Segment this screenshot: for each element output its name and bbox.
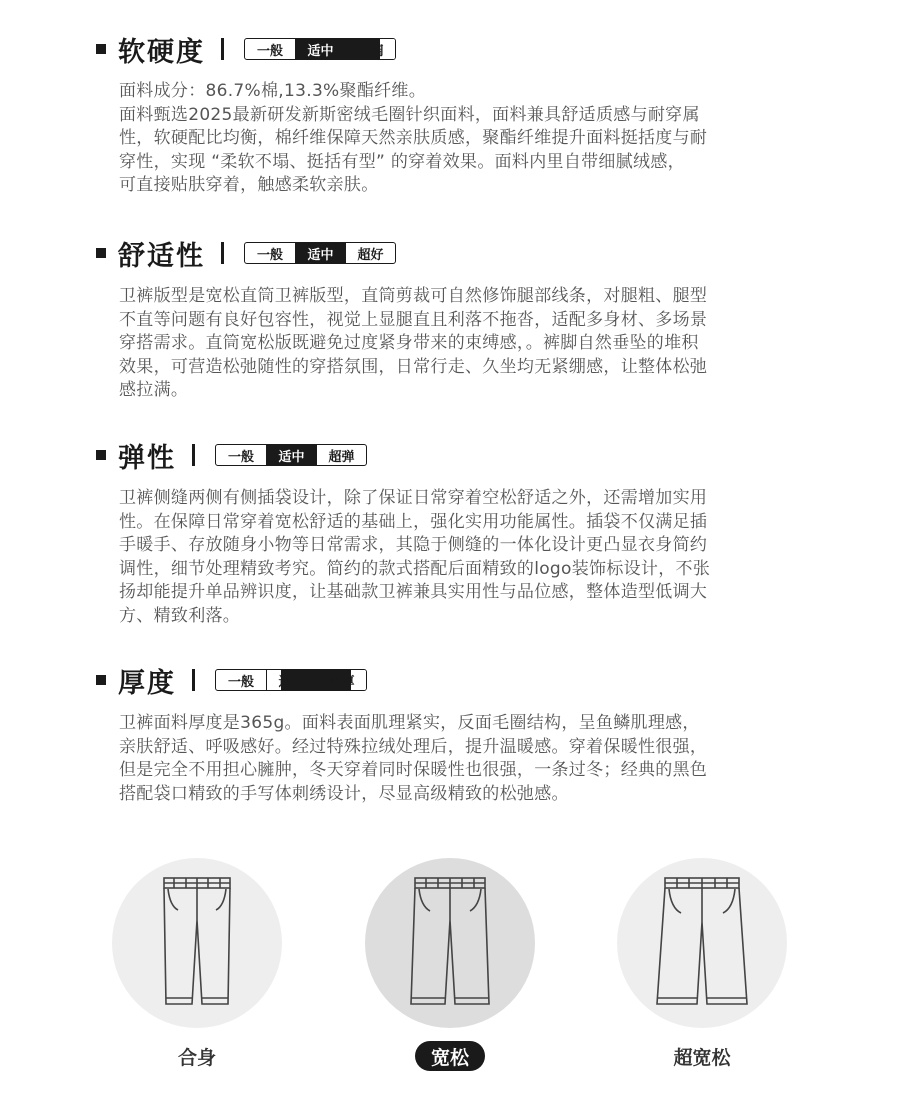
description-line: 调性，细节处理精致考究。简约的款式搭配后面精致的logo装饰标设计，不张 bbox=[119, 558, 711, 579]
scale-level-high: 超好 bbox=[345, 243, 395, 263]
fit-option-extra-loose[interactable] bbox=[617, 858, 787, 1028]
description-line: 面料甄选2025最新研发新斯密绒毛圈针织面料，面料兼具舒适质感与耐穿属 bbox=[119, 104, 700, 125]
section-title: 舒适性 bbox=[118, 240, 205, 272]
scale-level-mid: 适中 bbox=[295, 243, 345, 263]
rating-scale bbox=[215, 444, 367, 466]
rating-scale bbox=[215, 669, 367, 691]
section-description bbox=[119, 285, 809, 403]
description-line: 手暖手、存放随身小物等日常需求，其隐于侧缝的一体化设计更凸显衣身简约 bbox=[119, 535, 708, 556]
section-header bbox=[96, 236, 396, 270]
loose-pants-icon bbox=[365, 858, 535, 1028]
fit-label-extra-loose[interactable]: 超宽松 bbox=[673, 1046, 731, 1069]
divider-bar bbox=[221, 38, 224, 60]
section-title: 弹性 bbox=[118, 442, 176, 474]
description-line: 穿搭需求。直筒宽松版既避免过度紧身带来的束缚感，。裤脚自然垂坠的堆积 bbox=[119, 333, 699, 354]
description-line: 卫裤版型是宽松直筒卫裤版型，直筒剪裁可自然修饰腿部线条，对腿粗、腿型 bbox=[119, 286, 708, 306]
fit-label-slim[interactable]: 合身 bbox=[177, 1046, 216, 1069]
description-line: 感拉满。 bbox=[119, 380, 189, 401]
bullet-square bbox=[96, 450, 106, 460]
scale-level-low: 一般 bbox=[256, 247, 283, 263]
section-description bbox=[119, 712, 809, 806]
divider-bar bbox=[221, 242, 224, 264]
bullet-square bbox=[96, 248, 106, 258]
scale-level-mid: 适中 bbox=[266, 445, 316, 465]
description-line: 扬却能提升单品辨识度，让基础款卫裤兼具实用性与品位感，整体造型低调大 bbox=[119, 582, 708, 603]
description-line: 性。在保障日常穿着宽松舒适的基础上，强化实用功能属性。插袋不仅满足插 bbox=[119, 511, 708, 532]
scale-level-high: 挺阔 bbox=[345, 39, 395, 59]
description-line: 性，软硬配比均衡，棉纤维保障天然亲肤质感，聚酯纤维提升面料挺括度与耐 bbox=[119, 128, 708, 149]
section-description bbox=[119, 487, 809, 629]
scale-level-low: 一般 bbox=[256, 43, 283, 59]
description-line: 不直等问题有良好包容性，视觉上显腿直且利落不拖沓，适配多身材、多场景 bbox=[119, 309, 708, 330]
section-header bbox=[96, 438, 367, 472]
scale-level-mid: 适中 bbox=[266, 670, 316, 690]
description-line: 效果，可营造松弛随性的穿搭氛围，日常行走、久坐均无紧绷感，让整体松弛 bbox=[119, 356, 708, 377]
bullet-square bbox=[96, 675, 106, 685]
description-line: 可直接贴肤穿着，触感柔软亲肤。 bbox=[119, 175, 379, 196]
section-header bbox=[96, 32, 396, 66]
divider-bar bbox=[192, 669, 195, 691]
description-line: 穿性，实现 “柔软不塌、挺括有型” 的穿着效果。面料内里自带细腻绒感， bbox=[119, 151, 685, 172]
scale-level-high: 略厚 bbox=[316, 670, 366, 690]
rating-scale bbox=[244, 242, 396, 264]
description-line: 方、精致利落。 bbox=[119, 605, 241, 626]
scale-level-mid: 适中 bbox=[295, 39, 345, 59]
bullet-square bbox=[96, 44, 106, 54]
section-title: 厚度 bbox=[118, 667, 176, 699]
scale-level-high: 超弹 bbox=[316, 445, 366, 465]
fit-option-slim[interactable] bbox=[112, 858, 282, 1028]
section-header bbox=[96, 663, 367, 697]
description-line: 搭配袋口精致的手写体刺绣设计，尽显高级精致的松弛感。 bbox=[119, 783, 569, 804]
description-line: 面料成分：86.7%棉,13.3%聚酯纤维。 bbox=[119, 81, 427, 101]
extra-loose-pants-icon bbox=[617, 858, 787, 1028]
scale-level-low: 一般 bbox=[227, 674, 254, 690]
slim-pants-icon bbox=[112, 858, 282, 1028]
divider-bar bbox=[192, 444, 195, 466]
fit-label-loose[interactable]: 宽松 bbox=[415, 1041, 485, 1071]
section-description bbox=[119, 80, 809, 198]
rating-scale bbox=[244, 38, 396, 60]
scale-level-low: 一般 bbox=[227, 449, 254, 465]
description-line: 亲肤舒适、呼吸感好。经过特殊拉绒处理后，提升温暖感。穿着保暖性很强， bbox=[119, 736, 708, 757]
description-line: 卫裤面料厚度是365g。面料表面肌理紧实，反面毛圈结构，呈鱼鳞肌理感， bbox=[119, 713, 700, 733]
description-line: 但是完全不用担心臃肿，冬天穿着同时保暖性也很强，一条过冬；经典的黑色 bbox=[119, 760, 708, 781]
fit-option-loose[interactable] bbox=[365, 858, 535, 1028]
description-line: 卫裤侧缝两侧有侧插袋设计，除了保证日常穿着空松舒适之外，还需增加实用 bbox=[119, 488, 708, 508]
section-title: 软硬度 bbox=[118, 36, 205, 68]
